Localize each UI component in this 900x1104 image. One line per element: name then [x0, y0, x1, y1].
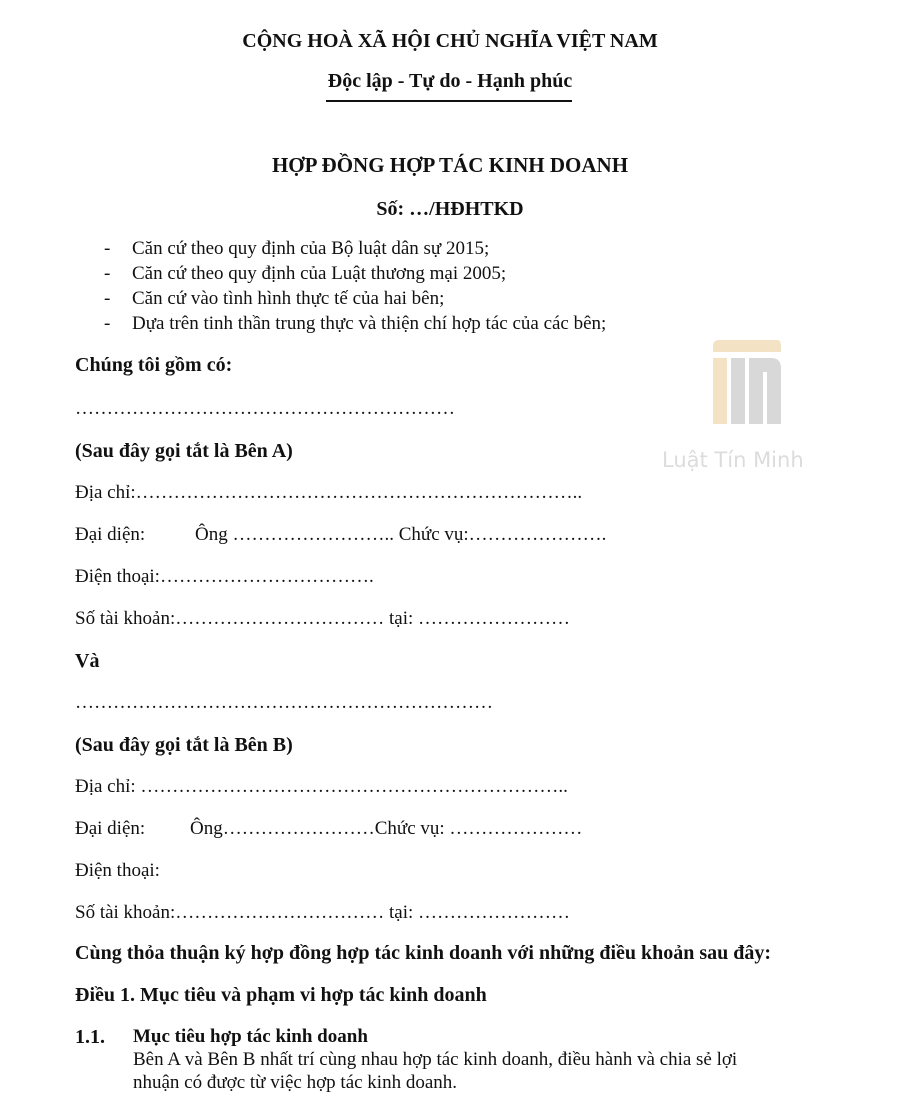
agreement-statement: Cùng thỏa thuận ký hợp đồng hợp tác kinh doanh với những điều khoản sau đây:: [75, 942, 772, 964]
parties-intro: Chúng tôi gồm có:: [75, 354, 233, 376]
party-a-address: Địa chỉ:……………………………………………………………..: [75, 482, 583, 503]
legal-basis-text: Căn cứ vào tình hình thực tế của hai bên;: [132, 288, 445, 309]
party-a-phone: Điện thoại:…………………………….: [75, 566, 374, 587]
party-a-alias: (Sau đây gọi tắt là Bên A): [75, 440, 293, 462]
national-motto: Độc lập - Tự do - Hạnh phúc: [327, 70, 573, 92]
article-1-title: Điều 1. Mục tiêu và phạm vi hợp tác kinh doanh: [75, 984, 487, 1006]
party-a-rep-label: Đại diện:: [75, 524, 146, 545]
party-a-account: Số tài khoản:…………………………… tại: ……………………: [75, 608, 571, 629]
country-name: CỘNG HOÀ XÃ HỘI CHỦ NGHĨA VIỆT NAM: [242, 30, 658, 52]
watermark-brand: Luật Tín Minh: [662, 448, 804, 472]
bullet-dash: -: [104, 238, 111, 259]
clause-number: 1.1.: [75, 1026, 105, 1048]
and-label: Và: [75, 650, 100, 672]
bullet-dash: -: [104, 263, 111, 284]
clause-text-line-2: nhuận có được từ việc hợp tác kinh doanh.: [133, 1072, 458, 1093]
party-b-phone: Điện thoại:: [75, 860, 160, 881]
bullet-dash: -: [104, 288, 111, 309]
clause-title: Mục tiêu hợp tác kinh doanh: [133, 1026, 368, 1047]
party-b-account: Số tài khoản:…………………………… tại: ……………………: [75, 902, 571, 923]
legal-basis-text: Dựa trên tinh thần trung thực và thiện chí hợp tác của các bên;: [132, 313, 607, 334]
bullet-dash: -: [104, 313, 111, 334]
party-b-name-line: …………………………………………………………: [75, 692, 493, 713]
clause-text-line-1: Bên A và Bên B nhất trí cùng nhau hợp tác kinh doanh, điều hành và chia sẻ lợi: [133, 1049, 738, 1070]
contract-number: Số: …/HĐHTKD: [376, 198, 524, 220]
legal-basis-text: Căn cứ theo quy định của Bộ luật dân sự 2015;: [132, 238, 490, 259]
party-a-name-line: ……………………………………………………: [75, 398, 455, 419]
motto-underline: [326, 100, 572, 102]
party-b-address: Địa chỉ: …………………………………………………………..: [75, 776, 568, 797]
contract-title: HỢP ĐỒNG HỢP TÁC KINH DOANH: [271, 153, 629, 177]
legal-basis-text: Căn cứ theo quy định của Luật thương mại 2005;: [132, 263, 507, 284]
luat-tin-minh-logo-icon: [707, 338, 783, 426]
party-b-alias: (Sau đây gọi tắt là Bên B): [75, 734, 293, 756]
party-b-rep-label: Đại diện:: [75, 818, 146, 839]
party-a-rep-value: Ông …………………….. Chức vụ:………………….: [195, 524, 607, 545]
party-b-rep-value: Ông……………………Chức vụ: …………………: [190, 818, 583, 839]
